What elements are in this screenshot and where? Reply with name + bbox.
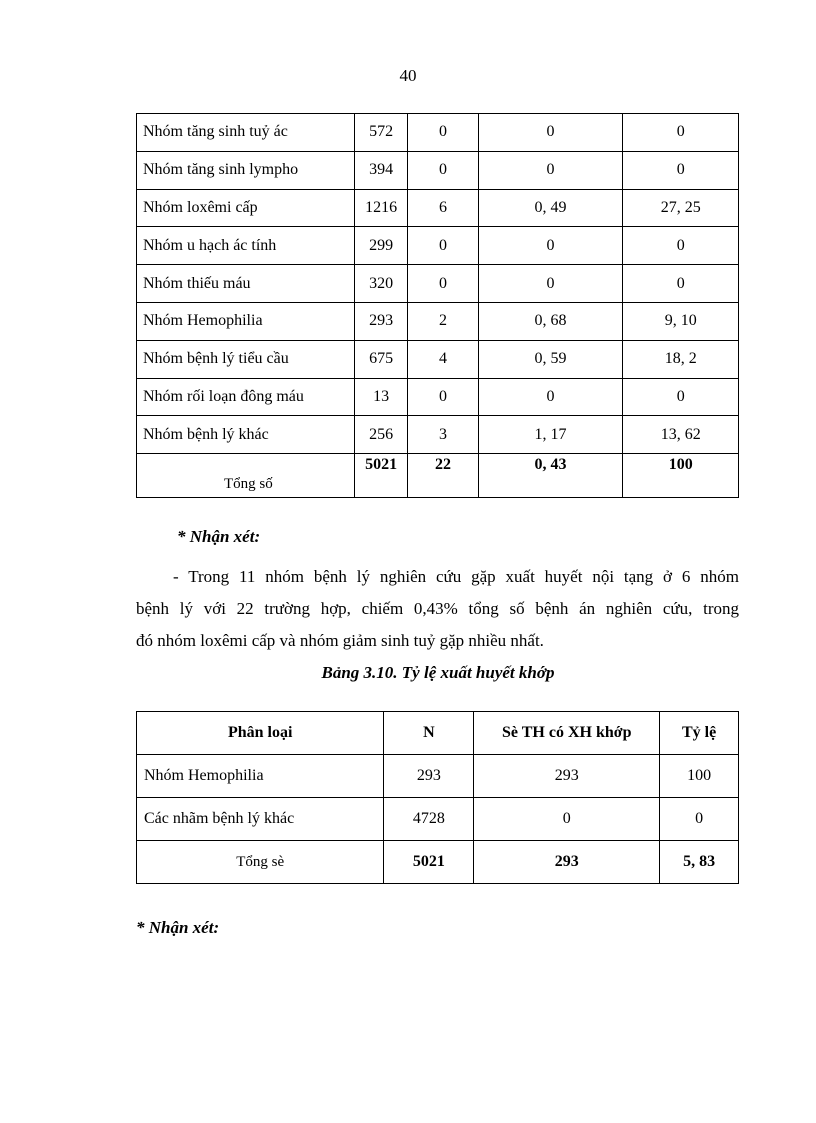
table-cell: 293 xyxy=(474,841,660,884)
table-cell: 0 xyxy=(623,227,739,265)
table-cell: 0 xyxy=(408,227,478,265)
table-cell: 0 xyxy=(478,151,623,189)
page-number: 40 xyxy=(399,66,417,85)
table-cell: Nhóm bệnh lý khác xyxy=(137,416,355,454)
header-cell: N xyxy=(384,712,474,755)
table-cell: 1, 17 xyxy=(478,416,623,454)
table-cell: 5021 xyxy=(384,841,474,884)
table-cell: 5, 83 xyxy=(660,841,739,884)
table-cell: 293 xyxy=(384,755,474,798)
table-cell: 0 xyxy=(408,151,478,189)
table-cell: 0, 59 xyxy=(478,340,623,378)
table-cell: 0 xyxy=(660,798,739,841)
table-row xyxy=(137,227,739,265)
table-cell: Nhóm tăng sinh tuỷ ác xyxy=(137,114,355,152)
table-cell: Nhóm Hemophilia xyxy=(137,755,384,798)
table-row xyxy=(137,378,739,416)
header-cell: Tỷ lệ xyxy=(660,712,739,755)
comment-label: * Nhận xét: xyxy=(177,527,261,546)
header-cell: Phân loại xyxy=(137,712,384,755)
joint-bleeding-table xyxy=(136,711,739,884)
table-caption: Bảng 3.10. Tỷ lệ xuất huyết khớp xyxy=(321,663,555,682)
table-cell: 100 xyxy=(660,755,739,798)
table-cell: Tổng số xyxy=(137,454,355,498)
table-cell: 22 xyxy=(408,454,478,498)
table-cell: 0 xyxy=(478,378,623,416)
table-total-row xyxy=(137,454,739,498)
table-cell: 27, 25 xyxy=(623,189,739,227)
table-cell: 675 xyxy=(354,340,408,378)
table-cell: 0, 49 xyxy=(478,189,623,227)
table-cell: 0 xyxy=(623,378,739,416)
comment-label: * Nhận xét: xyxy=(136,918,220,937)
table-cell: 0, 43 xyxy=(478,454,623,498)
disease-group-table xyxy=(136,113,739,498)
table-cell: Nhóm loxêmi cấp xyxy=(137,189,355,227)
table-cell: 256 xyxy=(354,416,408,454)
table-cell: 18, 2 xyxy=(623,340,739,378)
table-cell: 4 xyxy=(408,340,478,378)
table-cell: 0 xyxy=(408,378,478,416)
table-cell: 100 xyxy=(623,454,739,498)
table-row xyxy=(137,798,739,841)
table-row xyxy=(137,302,739,340)
table-row xyxy=(137,265,739,303)
table-cell: 13 xyxy=(354,378,408,416)
table-cell: 6 xyxy=(408,189,478,227)
table-total-row xyxy=(137,841,739,884)
table-cell: 293 xyxy=(474,755,660,798)
table-cell: 1216 xyxy=(354,189,408,227)
table-cell: Các nhãm bệnh lý khác xyxy=(137,798,384,841)
table-row xyxy=(137,151,739,189)
table-cell: 9, 10 xyxy=(623,302,739,340)
table-cell: Nhóm bệnh lý tiểu cầu xyxy=(137,340,355,378)
table-row xyxy=(137,755,739,798)
table-cell: 0 xyxy=(623,114,739,152)
table-row xyxy=(137,189,739,227)
table-cell: Nhóm tăng sinh lympho xyxy=(137,151,355,189)
table-cell: 394 xyxy=(354,151,408,189)
table-cell: 0 xyxy=(478,227,623,265)
table-cell: 13, 62 xyxy=(623,416,739,454)
table-cell: 0 xyxy=(408,265,478,303)
table-cell: 0 xyxy=(623,265,739,303)
comment-paragraph xyxy=(136,561,739,657)
table-cell: 299 xyxy=(354,227,408,265)
table-row xyxy=(137,416,739,454)
table-header-row xyxy=(137,712,739,755)
header-cell: Sè TH có XH khớp xyxy=(474,712,660,755)
table-cell: Nhóm Hemophilia xyxy=(137,302,355,340)
table-cell: 293 xyxy=(354,302,408,340)
table-cell: 0 xyxy=(623,151,739,189)
table-cell: Tổng sè xyxy=(137,841,384,884)
table-cell: 572 xyxy=(354,114,408,152)
table-cell: Nhóm thiếu máu xyxy=(137,265,355,303)
table-cell: 0 xyxy=(474,798,660,841)
table-cell: 4728 xyxy=(384,798,474,841)
table-cell: 0 xyxy=(478,265,623,303)
table-cell: 5021 xyxy=(354,454,408,498)
table-cell: Nhóm u hạch ác tính xyxy=(137,227,355,265)
table-cell: Nhóm rối loạn đông máu xyxy=(137,378,355,416)
table-cell: 0 xyxy=(478,114,623,152)
table-cell: 320 xyxy=(354,265,408,303)
paragraph-line: - Trong 11 nhóm bệnh lý nghiên cứu gặp xuất huyết nội tạng ở 6 nhóm xyxy=(173,567,739,586)
table-row xyxy=(137,114,739,152)
table-row xyxy=(137,340,739,378)
table-cell: 3 xyxy=(408,416,478,454)
table-cell: 0, 68 xyxy=(478,302,623,340)
paragraph-line: đó nhóm loxêmi cấp và nhóm giảm sinh tuỷ gặp nhiều nhất. xyxy=(136,631,544,650)
paragraph-line: bệnh lý với 22 trường hợp, chiếm 0,43% tổng số bệnh án nghiên cứu, trong xyxy=(136,599,739,618)
table-cell: 0 xyxy=(408,114,478,152)
table-cell: 2 xyxy=(408,302,478,340)
